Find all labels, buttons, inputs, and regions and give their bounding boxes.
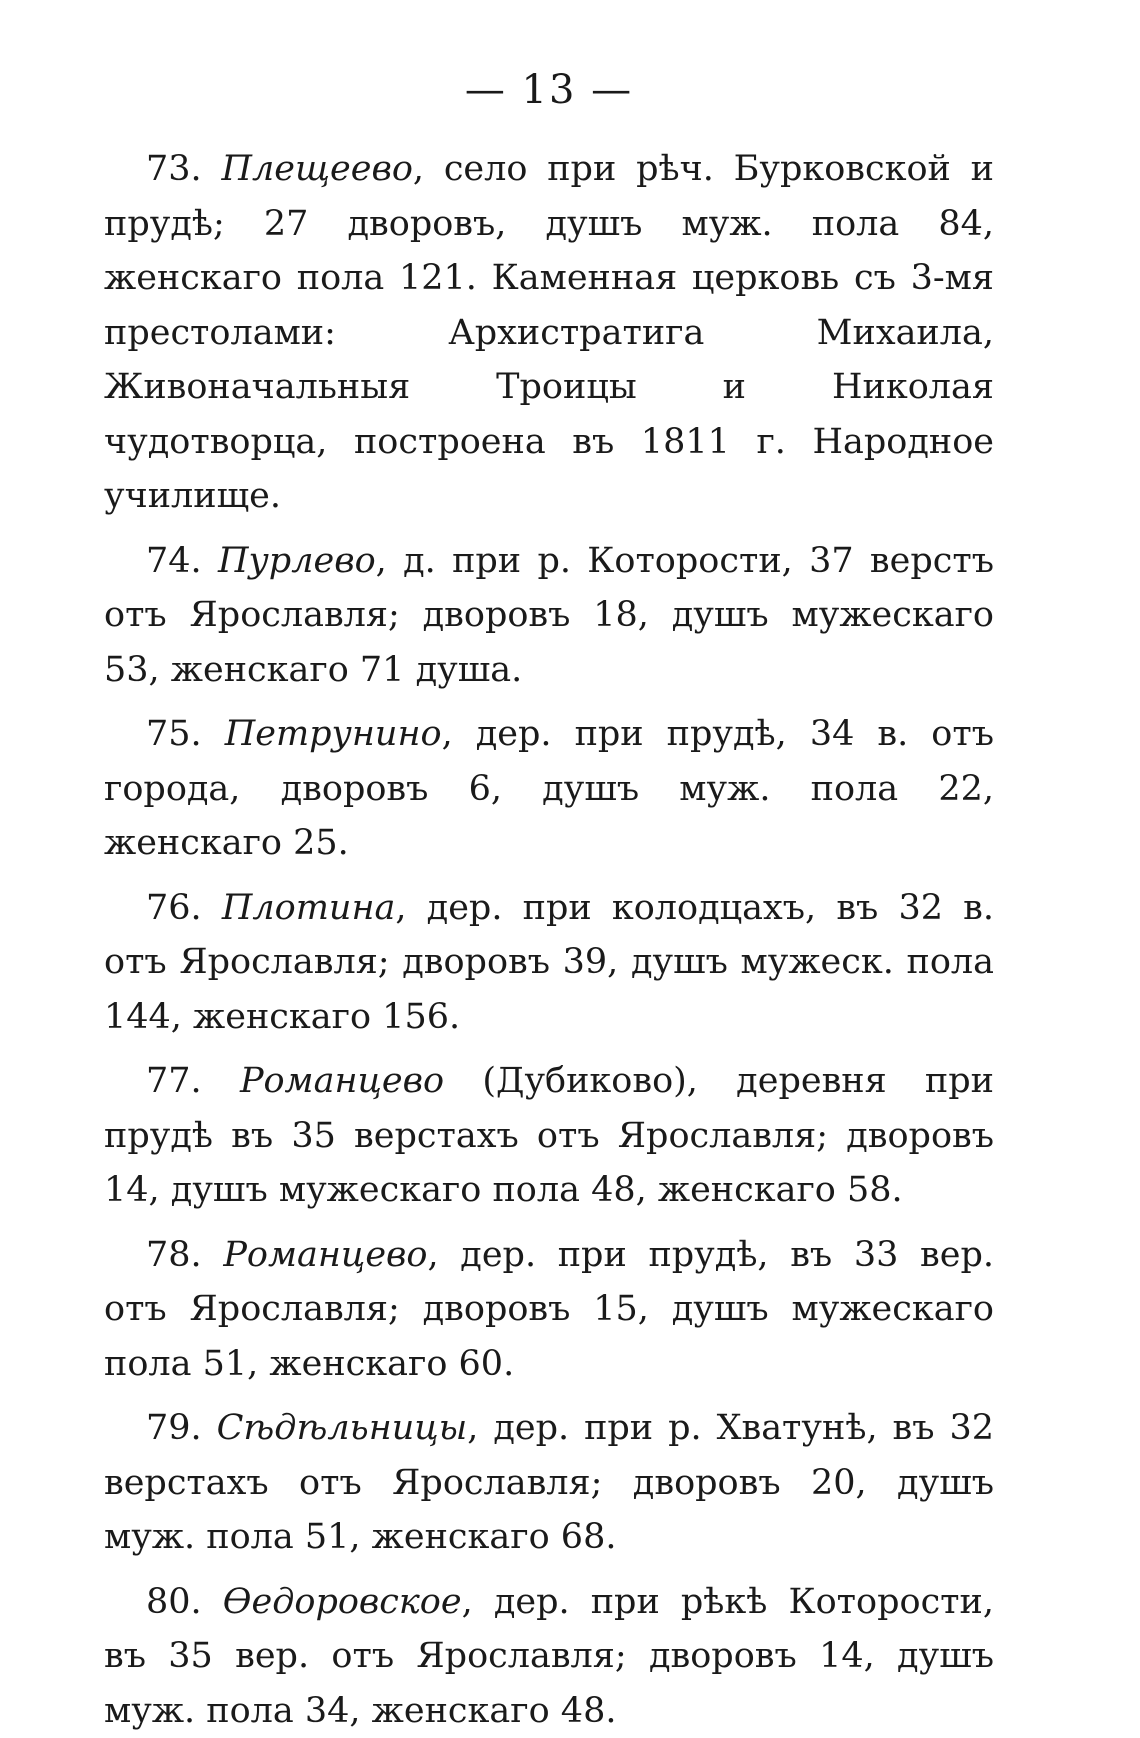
entry-75 bbox=[104, 707, 994, 871]
page-number: — 13 — bbox=[104, 60, 994, 130]
entry-place-name: Ѳедоровское bbox=[223, 1582, 462, 1622]
entry-78 bbox=[104, 1228, 994, 1392]
entry-place-name: Плотина bbox=[222, 888, 396, 928]
entry-text: , дер. при колодцахъ, въ 32 в. отъ Ярославля; дворовъ 39, душъ мужеск. пола 144, женскаго 156. bbox=[104, 888, 994, 1037]
entry-number: 75. bbox=[146, 714, 202, 754]
entry-number: 76. bbox=[146, 888, 202, 928]
entry-place-name: Плещеево bbox=[221, 149, 412, 189]
entry-text: , село при рѣч. Бурковской и прудѣ; 27 дворовъ, душъ муж. пола 84, женскаго пола 121. Каменная церковь съ 3-мя престолами: Архистратига Михаила, Живоначальныя Троицы и Николая чудотворца, построена въ 1811 г. Народное училище. bbox=[104, 149, 994, 516]
entry-number: 78. bbox=[146, 1235, 202, 1275]
entry-number: 73. bbox=[146, 149, 202, 189]
book-page bbox=[104, 60, 994, 1640]
entry-text: (Дубиково), деревня при прудѣ въ 35 верстахъ отъ Ярославля; дворовъ 14, душъ мужескаго пола 48, женскаго 58. bbox=[104, 1061, 994, 1210]
entry-text: , дер. при р. Хватунѣ, въ 32 верстахъ отъ Ярославля; дворовъ 20, душъ муж. пола 51, женскаго 68. bbox=[104, 1408, 994, 1557]
entry-number: 80. bbox=[146, 1582, 202, 1622]
entry-79 bbox=[104, 1401, 994, 1565]
entry-text: , д. при р. Которости, 37 верстъ отъ Ярославля; дворовъ 18, душъ мужескаго 53, женскаго 71 душа. bbox=[104, 541, 994, 690]
entry-77 bbox=[104, 1054, 994, 1218]
entry-number: 79. bbox=[146, 1408, 202, 1448]
entry-text: , дер. при прудѣ, въ 33 вер. отъ Ярославля; дворовъ 15, душъ мужескаго пола 51, женскаго 60. bbox=[104, 1235, 994, 1384]
entry-76 bbox=[104, 881, 994, 1045]
entry-number: 74. bbox=[146, 541, 202, 581]
entry-place-name: Сѣдѣльницы bbox=[217, 1408, 468, 1448]
entry-number: 77. bbox=[146, 1061, 202, 1101]
entry-place-name: Романцево bbox=[240, 1061, 444, 1101]
entry-74 bbox=[104, 534, 994, 698]
entry-text: , дер. при рѣкѣ Которости, въ 35 вер. отъ Ярославля; дворовъ 14, душъ муж. пола 34, женскаго 48. bbox=[104, 1582, 994, 1731]
entry-place-name: Петрунино bbox=[225, 714, 442, 754]
entry-place-name: Романцево bbox=[223, 1235, 427, 1275]
entry-place-name: Пурлево bbox=[218, 541, 376, 581]
entry-text: , дер. при прудѣ, 34 в. отъ города, дворовъ 6, душъ муж. пола 22, женскаго 25. bbox=[104, 714, 994, 863]
entry-73 bbox=[104, 142, 994, 524]
entry-80 bbox=[104, 1575, 994, 1738]
